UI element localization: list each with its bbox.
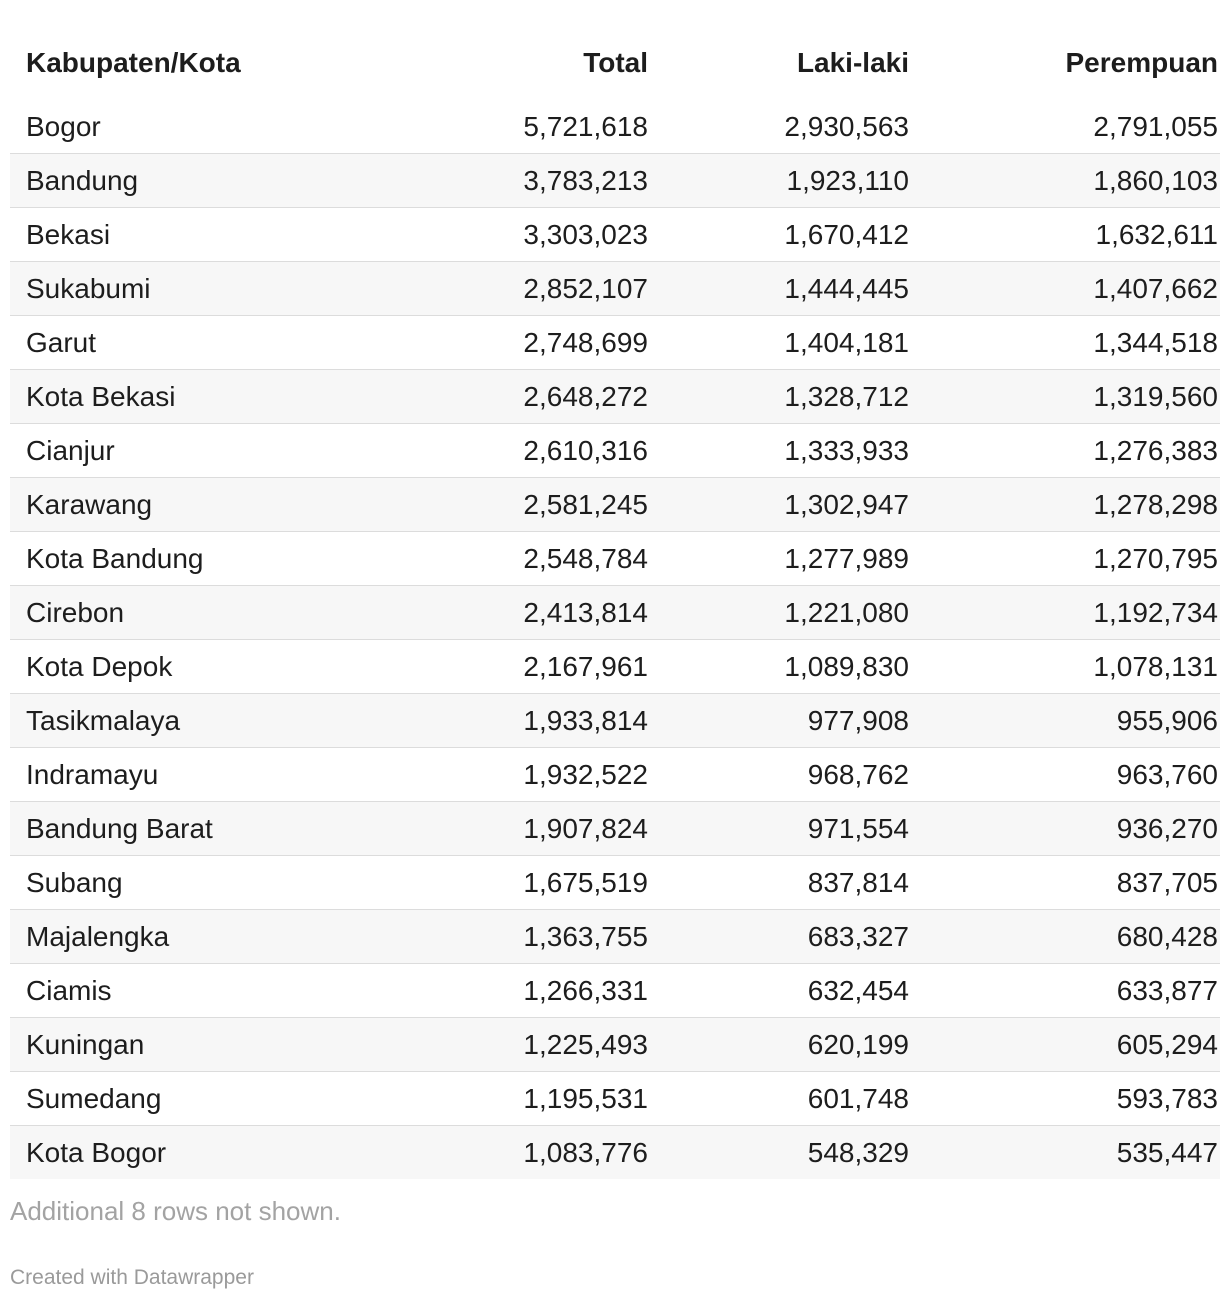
value-cell: 2,413,814 — [386, 586, 664, 640]
value-cell: 977,908 — [664, 694, 925, 748]
table-row — [10, 748, 1220, 802]
table-row — [10, 370, 1220, 424]
value-cell: 955,906 — [925, 694, 1220, 748]
value-cell: 2,648,272 — [386, 370, 664, 424]
region-name-cell: Kuningan — [10, 1018, 386, 1072]
table-row — [10, 262, 1220, 316]
value-cell: 1,344,518 — [925, 316, 1220, 370]
value-cell: 633,877 — [925, 964, 1220, 1018]
region-name-cell: Cirebon — [10, 586, 386, 640]
region-name-cell: Kota Bekasi — [10, 370, 386, 424]
value-cell: 2,581,245 — [386, 478, 664, 532]
value-cell: 1,932,522 — [386, 748, 664, 802]
value-cell: 601,748 — [664, 1072, 925, 1126]
table-row — [10, 424, 1220, 478]
value-cell: 2,548,784 — [386, 532, 664, 586]
table-row — [10, 532, 1220, 586]
value-cell: 2,167,961 — [386, 640, 664, 694]
region-name-cell: Kota Depok — [10, 640, 386, 694]
region-name-cell: Ciamis — [10, 964, 386, 1018]
table-row — [10, 640, 1220, 694]
region-name-cell: Karawang — [10, 478, 386, 532]
value-cell: 1,277,989 — [664, 532, 925, 586]
table-body — [10, 100, 1220, 1179]
value-cell: 1,404,181 — [664, 316, 925, 370]
value-cell: 1,632,611 — [925, 208, 1220, 262]
value-cell: 2,852,107 — [386, 262, 664, 316]
value-cell: 1,923,110 — [664, 154, 925, 208]
table-row — [10, 802, 1220, 856]
value-cell: 1,221,080 — [664, 586, 925, 640]
value-cell: 1,860,103 — [925, 154, 1220, 208]
datawrapper-credit: Created with Datawrapper — [10, 1266, 254, 1289]
table-row — [10, 1126, 1220, 1180]
region-name-cell: Indramayu — [10, 748, 386, 802]
value-cell: 971,554 — [664, 802, 925, 856]
value-cell: 837,705 — [925, 856, 1220, 910]
table-row — [10, 910, 1220, 964]
data-table-container — [10, 30, 1218, 1179]
table-row — [10, 478, 1220, 532]
column-header: Kabupaten/Kota — [26, 47, 241, 78]
table-row — [10, 316, 1220, 370]
value-cell: 1,328,712 — [664, 370, 925, 424]
region-name-cell: Sumedang — [10, 1072, 386, 1126]
table-row — [10, 1018, 1220, 1072]
value-cell: 1,675,519 — [386, 856, 664, 910]
region-name-cell: Bogor — [26, 110, 101, 142]
table-row — [10, 208, 1220, 262]
value-cell: 1,933,814 — [386, 694, 664, 748]
value-cell: 620,199 — [664, 1018, 925, 1072]
value-cell: 535,447 — [925, 1126, 1220, 1180]
value-cell: 2,930,563 — [784, 110, 909, 142]
value-cell: 1,276,383 — [925, 424, 1220, 478]
table-row — [10, 964, 1220, 1018]
region-name-cell: Bekasi — [10, 208, 386, 262]
value-cell: 680,428 — [925, 910, 1220, 964]
value-cell: 1,319,560 — [925, 370, 1220, 424]
value-cell: 1,407,662 — [925, 262, 1220, 316]
value-cell: 936,270 — [925, 802, 1220, 856]
region-name-cell: Bandung Barat — [10, 802, 386, 856]
value-cell: 1,225,493 — [386, 1018, 664, 1072]
table-row — [10, 100, 1220, 154]
value-cell: 1,333,933 — [664, 424, 925, 478]
value-cell: 1,302,947 — [664, 478, 925, 532]
region-name-cell: Cianjur — [10, 424, 386, 478]
value-cell: 968,762 — [664, 748, 925, 802]
value-cell: 1,670,412 — [664, 208, 925, 262]
region-name-cell: Kota Bogor — [10, 1126, 386, 1180]
hidden-rows-note: Additional 8 rows not shown. — [10, 1196, 341, 1226]
value-cell: 593,783 — [925, 1072, 1220, 1126]
value-cell: 963,760 — [925, 748, 1220, 802]
table-row — [10, 694, 1220, 748]
column-header: Laki-laki — [796, 47, 909, 78]
region-name-cell: Bandung — [10, 154, 386, 208]
value-cell: 1,078,131 — [925, 640, 1220, 694]
table-row — [10, 154, 1220, 208]
table-header-row — [10, 30, 1220, 100]
value-cell: 683,327 — [664, 910, 925, 964]
value-cell: 632,454 — [664, 964, 925, 1018]
value-cell: 2,791,055 — [1093, 110, 1218, 142]
region-name-cell: Garut — [10, 316, 386, 370]
value-cell: 1,192,734 — [925, 586, 1220, 640]
region-name-cell: Majalengka — [10, 910, 386, 964]
value-cell: 1,083,776 — [386, 1126, 664, 1180]
value-cell: 1,266,331 — [386, 964, 664, 1018]
column-header: Total — [583, 47, 648, 78]
value-cell: 1,363,755 — [386, 910, 664, 964]
table-row — [10, 586, 1220, 640]
value-cell: 5,721,618 — [523, 110, 648, 142]
table-row — [10, 1072, 1220, 1126]
value-cell: 3,303,023 — [386, 208, 664, 262]
region-name-cell: Kota Bandung — [10, 532, 386, 586]
region-name-cell: Subang — [10, 856, 386, 910]
value-cell: 1,195,531 — [386, 1072, 664, 1126]
value-cell: 548,329 — [664, 1126, 925, 1180]
value-cell: 1,278,298 — [925, 478, 1220, 532]
value-cell: 1,089,830 — [664, 640, 925, 694]
table-row — [10, 856, 1220, 910]
population-table — [10, 30, 1220, 1179]
value-cell: 1,907,824 — [386, 802, 664, 856]
value-cell: 1,444,445 — [664, 262, 925, 316]
value-cell: 1,270,795 — [925, 532, 1220, 586]
value-cell: 2,748,699 — [386, 316, 664, 370]
region-name-cell: Sukabumi — [10, 262, 386, 316]
value-cell: 3,783,213 — [386, 154, 664, 208]
region-name-cell: Tasikmalaya — [10, 694, 386, 748]
column-header: Perempuan — [1065, 47, 1218, 78]
value-cell: 605,294 — [925, 1018, 1220, 1072]
value-cell: 837,814 — [664, 856, 925, 910]
value-cell: 2,610,316 — [386, 424, 664, 478]
